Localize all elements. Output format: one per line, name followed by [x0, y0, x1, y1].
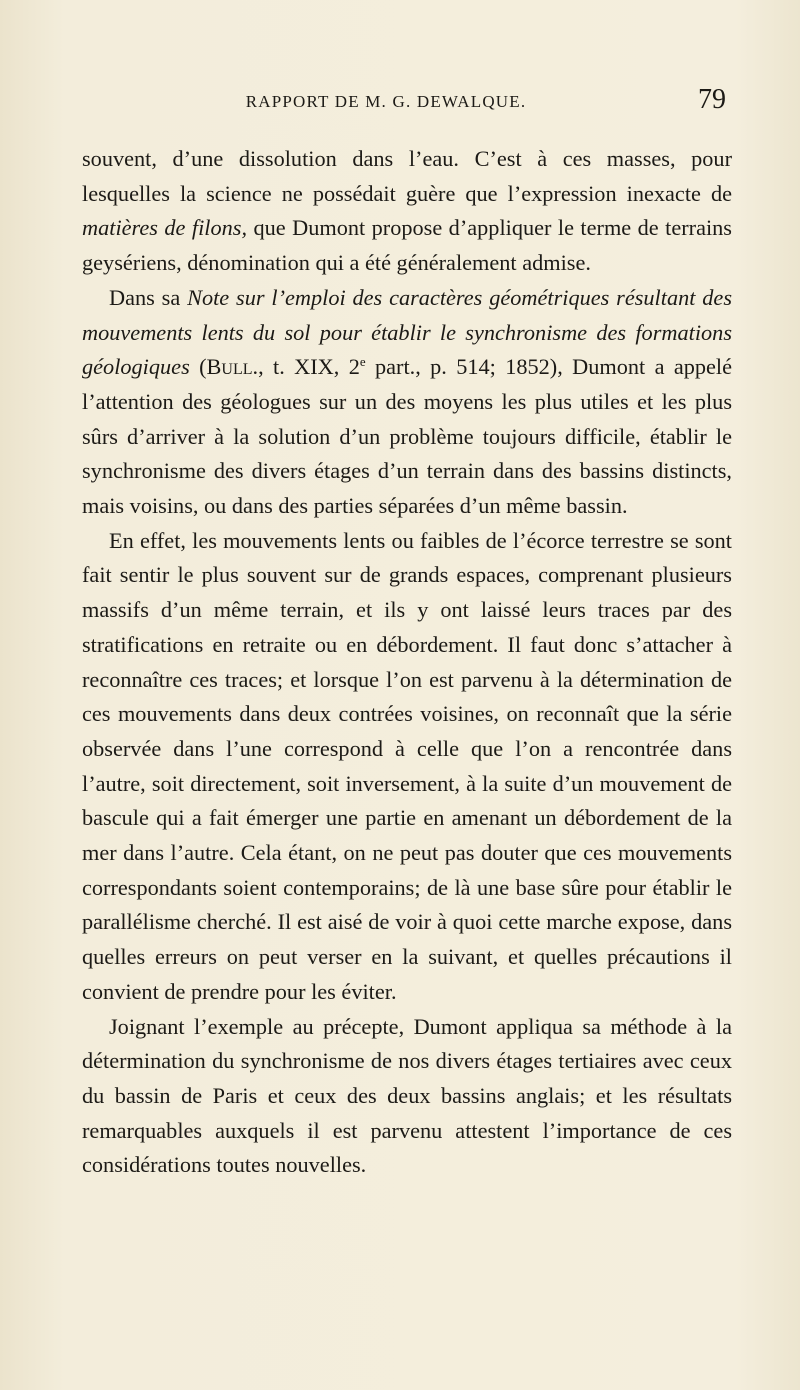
- paragraph-3: [82, 524, 732, 1010]
- text-segment: Note sur l’emploi des caractères géométriques résultant des mouvements lents du sol pour établir le synchronisme des formations géologiques: [82, 284, 732, 380]
- text-segment: matières de filons,: [82, 215, 248, 241]
- paragraph-2: [82, 281, 732, 524]
- text-segment: (: [189, 354, 207, 380]
- text-segment: Bull.: [206, 354, 259, 380]
- text-segment: En effet, les mouvements lents ou faibles de l’écorce terrestre se sont fait sentir le plus souvent sur de grands espaces, comprenant plusieurs massifs d’un même terrain, et ils y ont laissé leurs traces par des stratifications en retraite ou en débordement. Il faut donc s’attacher à reconnaître ces traces; et lorsque l’on est parvenu à la détermination de ces mouvements dans deux contrées voisines, on reconnaît que la série observée dans l’une correspond à celle que l’on a rencontrée dans l’autre, soit directement, soit inversement, à la suite d’un mouvement de bascule qui a fait émerger une partie en amenant un débordement de la mer dans l’autre. Cela étant, on ne peut pas douter que ces mouvements correspondants soient contemporains; de là une base sûre pour établir le parallélisme cherché. Il est aisé de voir à quoi cette marche expose, dans quelles erreurs on peut verser en la suivant, et quelles précautions il convient de prendre pour les éviter.: [82, 527, 732, 1004]
- page-header: [82, 84, 730, 124]
- text-segment: Joignant l’exemple au précepte, Dumont appliqua sa méthode à la détermination du synchronisme de nos divers étages tertiaires avec ceux du bassin de Paris et ceux des deux bassins anglais; et les résultats remarquables auxquels il est parvenu attestent l’importance de ces considérations toutes nouvelles.: [82, 1013, 732, 1178]
- running-head: RAPPORT DE M. G. DEWALQUE.: [245, 92, 527, 111]
- paragraph-1: [82, 142, 732, 281]
- text-segment: souvent, d’une dissolution dans l’eau. C’est à ces masses, pour lesquelles la science ne possédait guère que l’expression inexacte de: [82, 146, 732, 206]
- text-segment: , t. XIX, 2: [258, 354, 360, 380]
- text-segment: part., p. 514; 1852), Dumont a appelé l’attention des géologues sur un des moyens les plus utiles et les plus sûrs d’arriver à la solution d’un problème toujours difficile, établir le synchronisme des divers étages d’un terrain dans des bassins distincts, mais voisins, ou dans des parties séparées d’un même bassin.: [82, 354, 733, 519]
- paragraph-4: [82, 1010, 732, 1184]
- text-segment: Dans sa: [109, 284, 188, 310]
- text-segment: que Dumont propose d’appliquer le terme de terrains geysériens, dénomination qui a été généralement admise.: [82, 215, 732, 276]
- page-number: 79: [698, 84, 726, 115]
- body-text: [82, 142, 732, 1183]
- text-segment: e: [359, 354, 366, 370]
